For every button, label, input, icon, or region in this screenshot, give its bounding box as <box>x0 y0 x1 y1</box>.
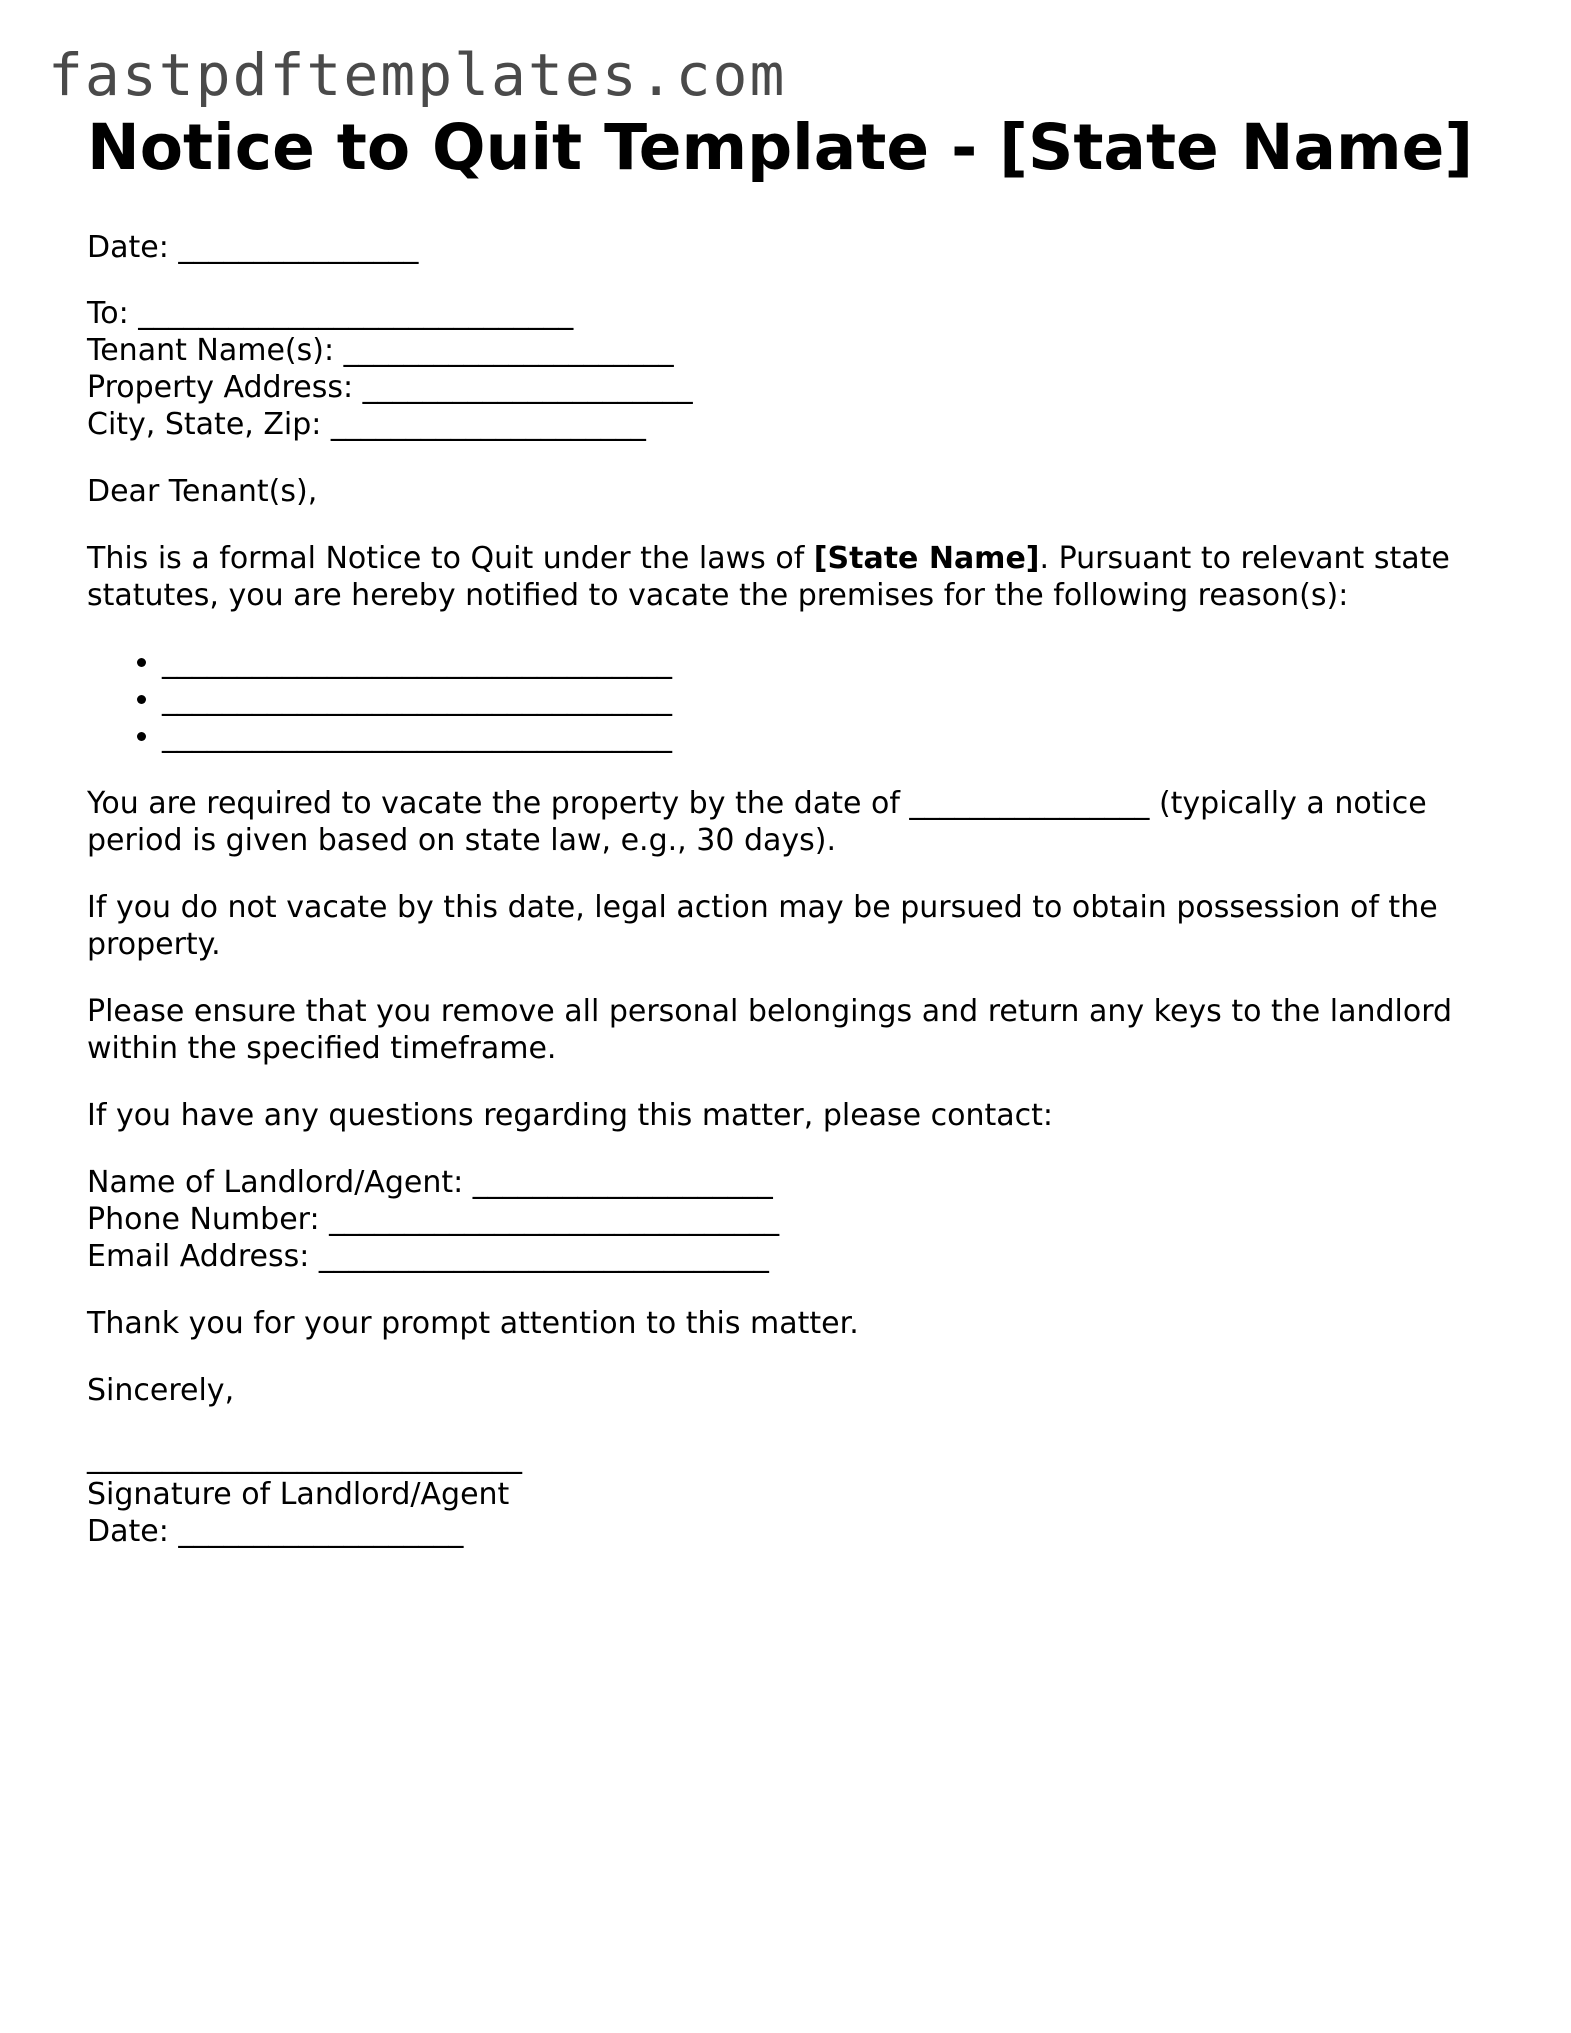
landlord-name-field: Name of Landlord/Agent: ____________________ <box>87 1165 773 1201</box>
thanks-line: Thank you for your prompt attention to this matter. <box>87 1306 859 1342</box>
vacate-paragraph: You are required to vacate the property by the date of ________________ (typically a notice period is given based on state law, e.g., 30 days). <box>87 786 1427 859</box>
date-field: Date: ________________ <box>87 230 419 266</box>
contact-intro: If you have any questions regarding this matter, please contact: <box>87 1098 1054 1134</box>
signature-block <box>87 1439 1507 1550</box>
reasons-list <box>87 644 1507 755</box>
signature-date-field: Date: ___________________ <box>87 1514 464 1550</box>
state-name-placeholder: [State Name] <box>813 541 1040 577</box>
legal-action-paragraph: If you do not vacate by this date, legal action may be pursued to obtain possession of the property. <box>87 890 1438 963</box>
intro-text-before: This is a formal Notice to Quit under the laws of <box>87 541 814 577</box>
site-watermark: fastpdftemplates.com <box>48 41 787 109</box>
reason-item: • __________________________________ <box>162 718 1507 755</box>
signature-line: _____________________________ <box>87 1440 522 1476</box>
intro-paragraph <box>87 540 1507 614</box>
notice-document <box>87 112 1507 1550</box>
intro-text-after: . Pursuant to relevant state statutes, you are hereby notified to vacate the premises for the following reason(s): <box>87 541 1450 614</box>
phone-field: Phone Number: ______________________________ <box>87 1202 780 1238</box>
property-address-field: Property Address: ______________________ <box>87 370 693 406</box>
signature-label: Signature of Landlord/Agent <box>87 1477 510 1513</box>
contact-block <box>87 1164 1507 1275</box>
to-field: To: _____________________________ <box>87 296 574 332</box>
recipient-block <box>87 295 1507 443</box>
closing: Sincerely, <box>87 1373 235 1409</box>
salutation: Dear Tenant(s), <box>87 474 318 510</box>
reason-item: • __________________________________ <box>162 681 1507 718</box>
email-field: Email Address: ______________________________ <box>87 1239 769 1275</box>
document-title: Notice to Quit Template - [State Name] <box>87 111 1474 184</box>
reason-item: • __________________________________ <box>162 644 1507 681</box>
city-state-zip-field: City, State, Zip: _____________________ <box>87 407 646 443</box>
belongings-paragraph: Please ensure that you remove all personal belongings and return any keys to the landlord within the specified timeframe. <box>87 994 1453 1067</box>
tenant-names-field: Tenant Name(s): ______________________ <box>87 333 674 369</box>
